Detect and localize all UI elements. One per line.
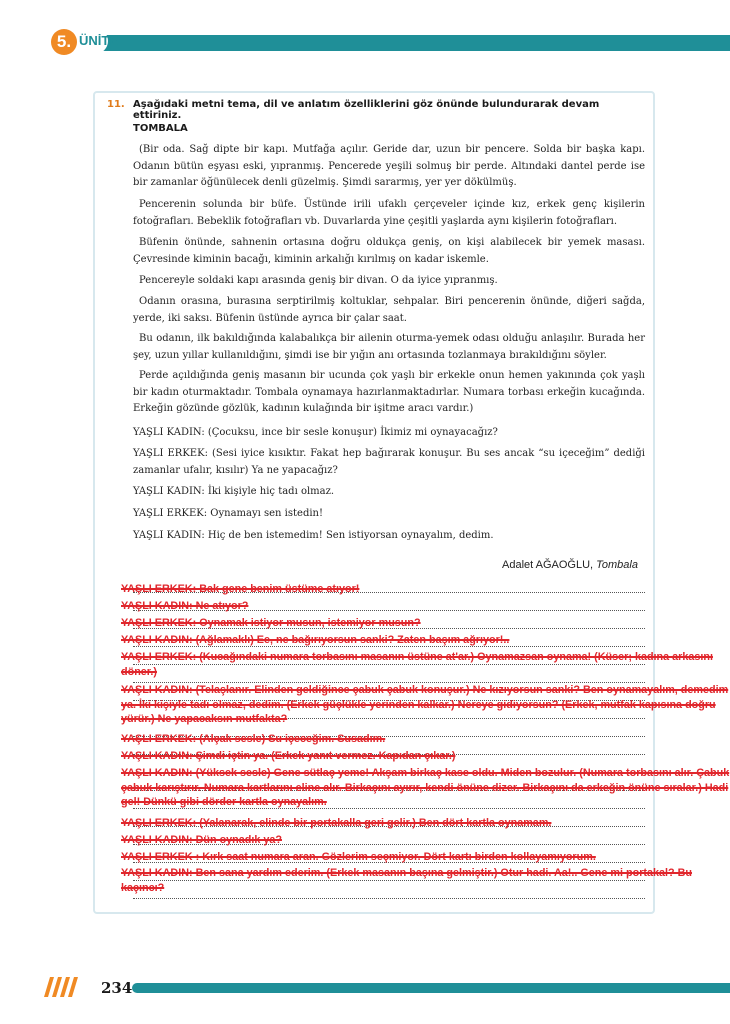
handwritten-line: YAŞLI KADIN: Şimdi içtin ya. (Erkek yanıt vermez. Kapıdan çıkar.) xyxy=(121,750,456,762)
stage-direction-paragraph: Perde açıldığında geniş masanın bir ucunda çok yaşlı bir erkekle onun hemen yakınında çok yaşlı bir kadın oturmaktadır. Tombala oynamaya hazırlanmaktadırlar. Numara torbası erkeğin kucağında. Erkeğin gözünde gözlük, kadının kulağında bir işitme aracı vardır.) xyxy=(133,370,645,414)
dialogue-line: YAŞLI ERKEK: Oynamayı sen istedin! xyxy=(133,508,323,519)
source-citation xyxy=(502,559,638,571)
handwritten-line: YAŞLI ERKEK: (Yalanarak, elinde bir portakalla geri gelir.) Ben dört kartla oynamam. xyxy=(121,817,552,829)
footer-band xyxy=(132,983,730,993)
question-number: 11. xyxy=(107,99,125,110)
page-number: 234 xyxy=(101,979,133,997)
handwritten-line: YAŞLI ERKEK: Oynamak istiyor musun, istemiyor musun? xyxy=(121,617,421,629)
handwritten-line: YAŞLI KADIN: Ne atıyor? xyxy=(121,600,249,612)
dialogue-line: YAŞLI ERKEK: (Sesi iyice kısıktır. Fakat hep bağırarak konuşur. Bu ses ancak “su içeceğim” dediği zamanlar ufalır, kısılır) Ya ne yapacağız? xyxy=(133,448,645,476)
stage-direction-paragraph: Bu odanın, ilk bakıldığında kalabalıkça bir ailenin oturma-yemek odası olduğu anlaşılır. Burada her şey, uzun yıllar kullanıldığını, şimdi ise bir yığın anı ortasında tozlanmaya bırakıldığını söyler. xyxy=(133,333,645,361)
stage-direction-paragraph: Büfenin önünde, sahnenin ortasına doğru oldukça geniş, on kişi alabilecek bir yemek masası. Çevresinde kiminin bacağı, kiminin arkalığı kırılmış on kadar iskemle. xyxy=(133,237,645,265)
question-instruction: Aşağıdaki metni tema, dil ve anlatım özelliklerini göz önünde bulundurarak devam ettiriniz. xyxy=(133,99,600,121)
handwritten-line: YAŞLI ERKEK: (Alçak sesle) Su içeceğim. Susadım. xyxy=(121,733,386,745)
unit-number-badge: 5. xyxy=(51,29,77,55)
handwritten-line: YAŞLI KADIN: (Telaşlanır. Elinden geldiğince çabuk çabuk konuşur.) Ne kızıyorsun sanki? Ben oynamayalım, demedim ya. İki kişiyle tadı olmaz, dedim. (Erkek güçlükle yerinden kalkar.) Nereye gidiyorsun? (Erkek, mutfak kapısına doğru yürür.) Ne yapacaksın mutfakta? xyxy=(121,684,729,725)
answer-line xyxy=(133,896,645,899)
footer-stripes xyxy=(44,977,90,997)
stage-direction-paragraph: Pencereyle soldaki kapı arasında geniş bir divan. O da iyice yıpranmış. xyxy=(139,275,498,286)
stage-direction-paragraph: Pencerenin solunda bir büfe. Üstünde irili ufaklı çerçeveler içinde kız, erkek genç kişilerin fotoğrafları. Bebeklik fotoğrafları vb. Duvarlarda yine çeşitli yaşlarda aynı kişilerin fotoğrafları. xyxy=(133,199,645,227)
handwritten-line: YAŞLI ERKEK : Kırk saat numara aran. Gözlerim seçmiyor. Dört kartı birden kollayamıyorum. xyxy=(121,851,596,863)
handwritten-line: YAŞLI ERKEK: (Kucağındaki numara torbasını masanın üstüne at'ar.) Oynamazsan oynama! (Küser; kadına arkasını döner.) xyxy=(121,651,713,678)
handwritten-line: YAŞLI ERKEK: Bak gene benim üstüme atıyor! xyxy=(121,583,360,595)
unit-label: ÜNİTE xyxy=(79,33,118,48)
handwritten-line: YAŞLI KADIN: (Ağlamaklı) Ee, ne bağırıyorsun sanki? Zaten başım ağrıyor!.. xyxy=(121,634,510,646)
handwritten-line: YAŞLI KADIN: (Yüksek sesle) Gene sütlaç yeme! Akşam birkaç kase oldu. Miden bozulur. (Numara torbasını alır. Çabuk çabuk karıştırır. Numara kartlarını eline alır. Birkaçını ayırır, kendi önüne dizer. Birkaçını da erkeğin önüne sıralar.) Hadi gel! Dünkü gibi dörder kartla oynayalım. xyxy=(121,767,730,808)
story-title: TOMBALA xyxy=(133,123,188,134)
stage-direction-paragraph: (Bir oda. Sağ dipte bir kapı. Mutfağa açılır. Geride dar, uzun bir pencere. Solda bir başka kapı. Odanın bütün eşyası eski, yıpranmış. Pencerede yeşili solmuş bir perde. Altındaki dantel perde ise bir zamanlar öğünülecek denli güzelmiş. Şimdi sararmış, yer yer dökülmüş. xyxy=(133,144,645,188)
handwritten-line: YAŞLI KADIN: Dün oynadık ya? xyxy=(121,834,282,846)
dialogue-line: YAŞLI KADIN: Hiç de ben istemedim! Sen istiyorsan oynayalım, dedim. xyxy=(133,530,494,541)
handwritten-line: YAŞLI KADIN: Ben sana yardım ederim. (Erkek masanın başına gelmiştir.) Otur hadi. Aa!.. Gene mi portakal? Bu kaçıncı? xyxy=(121,867,692,894)
stage-direction-paragraph: Odanın orasına, burasına serptirilmiş koltuklar, sehpalar. Biri pencerenin önünde, diğeri sağda, yerde, iki saksı. Büfenin üstünde ayrıca bir çalar saat. xyxy=(133,296,645,324)
source-author: Adalet AĞAOĞLU, xyxy=(502,559,594,571)
dialogue-line: YAŞLI KADIN: (Çocuksu, ince bir sesle konuşur) İkimiz mi oynayacağız? xyxy=(133,427,498,438)
dialogue-line: YAŞLI KADIN: İki kişiyle hiç tadı olmaz. xyxy=(133,486,335,497)
source-work: Tombala xyxy=(596,559,638,571)
